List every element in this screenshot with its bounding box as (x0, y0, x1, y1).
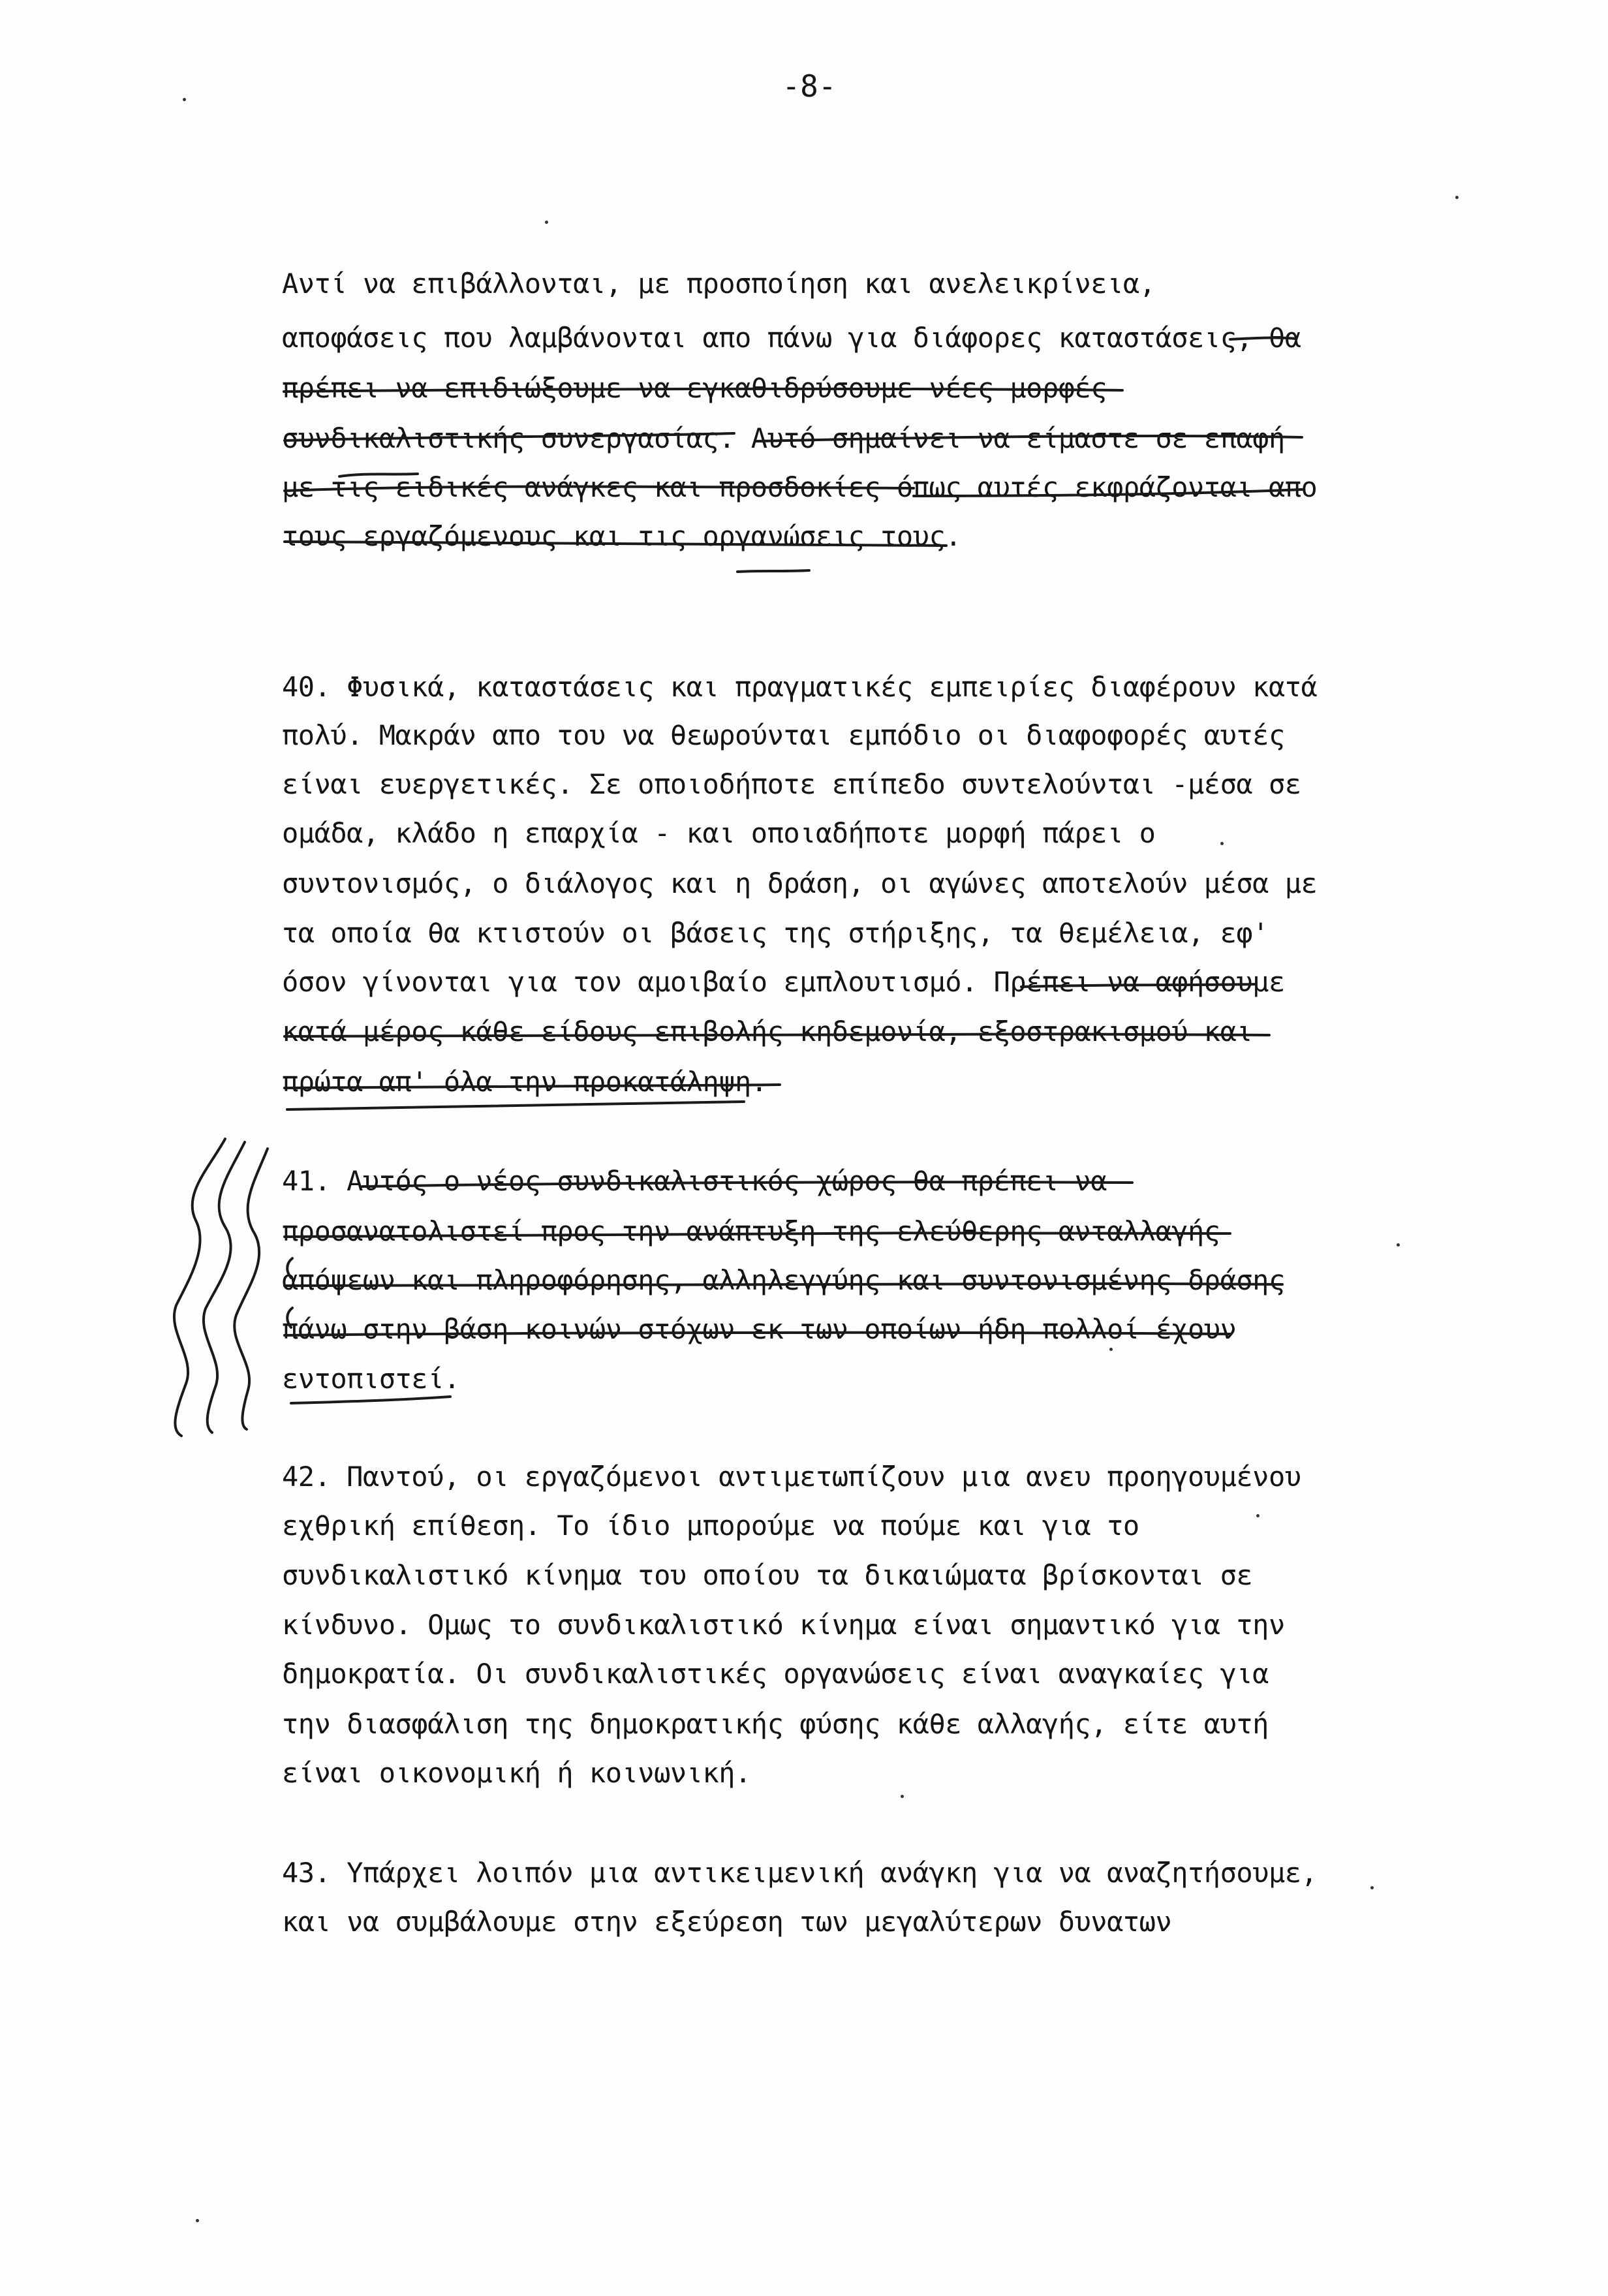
scan-speck (1370, 1886, 1374, 1889)
underline-stroke (291, 1397, 450, 1403)
underline-stroke (285, 1333, 1230, 1335)
text-line: είναι οικονομική ή κοινωνική. (282, 1757, 751, 1789)
text-line: και να συμβάλουμε στην εξεύρεση των μεγαλύτερων δυνατων (282, 1906, 1172, 1938)
underline-stroke (914, 489, 1302, 496)
text-line: απόψεων και πληροφόρησης, αλληλεγγύης και συντονισμένης δράσης (282, 1264, 1285, 1296)
underline-stroke (285, 433, 734, 441)
text-line: 43. Υπάρχει λοιπόν μια αντικειμενική ανάγκη για να αναζητήσουμε, (282, 1857, 1318, 1889)
text-line: 42. Παντού, οι εργαζόμενοι αντιμετωπίζουν μια ανευ προηγουμένου (282, 1461, 1301, 1493)
underline-stroke (757, 436, 1302, 441)
text-line: αποφάσεις που λαμβάνονται απο πάνω για διάφορες καταστάσεις, θα (282, 322, 1301, 354)
underline-stroke (1230, 337, 1295, 339)
text-line: όσον γίνονται για τον αμοιβαίο εμπλουτισμό. Πρέπει να αφήσουμε (282, 966, 1285, 998)
text-line: τα οποία θα κτιστούν οι βάσεις της στήριξης, τα θεμέλεια, εφ' (282, 917, 1269, 949)
text-line: με τις ειδικές ανάγκες και προσδοκίες όπως αυτές εκφράζονται απο (282, 471, 1318, 503)
text-line: δημοκρατία. Οι συνδικαλιστικές οργανώσεις είναι αναγκαίες για (282, 1658, 1269, 1690)
page-number: -8- (782, 69, 837, 104)
scan-speck (901, 1795, 904, 1798)
scan-speck (1109, 1348, 1113, 1351)
underline-stroke (285, 1085, 780, 1088)
scan-speck (196, 2219, 199, 2222)
bracket-stroke (287, 1308, 292, 1327)
text-line: εντοπιστεί. (282, 1363, 460, 1395)
margin-scribble (204, 1142, 245, 1433)
scan-speck (183, 98, 186, 101)
text-line: 41. Αυτός ο νέος συνδικαλιστικός χώρος θα πρέπει να (282, 1165, 1107, 1197)
underline-stroke (737, 570, 809, 572)
text-line: συνδικαλιστικής συνεργασίας. Αυτό σημαίνει να είμαστε σε επαφή (282, 422, 1285, 454)
scan-speck (1455, 196, 1459, 199)
text-line: πρέπει να επιδιώξουμε να εγκαθιδρύσουμε νέες μορφές (282, 372, 1107, 404)
underline-stroke (1021, 984, 1256, 987)
text-line: προσανατολιστεί προς την ανάπτυξη της ελεύθερης ανταλλαγής (282, 1215, 1220, 1247)
text-line: πάνω στην βάση κοινών στόχων εκ των οποίων ήδη πολλοί έχουν (282, 1313, 1237, 1345)
scan-speck (545, 221, 548, 224)
text-line: πρώτα απ' όλα την προκατάληψη. (282, 1066, 767, 1098)
text-line: τους εργαζόμενους και τις οργανώσεις τους. (282, 520, 962, 552)
margin-scribble (234, 1149, 268, 1429)
text-line: την διασφάλιση της δημοκρατικής φύσης κάθε αλλαγής, είτε αυτή (282, 1708, 1269, 1740)
scan-speck (1256, 1514, 1260, 1517)
text-line: πολύ. Μακράν απο του να θεωρούνται εμπόδιο οι διαφοφορές αυτές (282, 719, 1285, 751)
scan-speck (1220, 842, 1224, 845)
text-line: είναι ευεργετικές. Σε οποιοδήποτε επίπεδο συντελούνται -μέσα σε (282, 768, 1301, 800)
underline-stroke (285, 487, 914, 491)
text-line: Αντί να επιβάλλονται, με προσποίηση και ανελεικρίνεια, (282, 268, 1156, 300)
underline-stroke (287, 1102, 744, 1109)
text-line: συντονισμός, ο διάλογος και η δράση, οι αγώνες αποτελούν μέσα με (282, 867, 1318, 899)
underline-stroke (285, 1034, 1269, 1036)
underline-stroke (285, 542, 946, 546)
text-line: κίνδυνο. Ομως το συνδικαλιστικό κίνημα είναι σημαντικό για την (282, 1609, 1285, 1641)
scan-speck (1397, 1243, 1400, 1247)
underline-stroke (285, 1283, 1282, 1286)
text-line: εχθρική επίθεση. Το ίδιο μπορούμε να πούμε και για το (282, 1510, 1139, 1542)
text-line: συνδικαλιστικό κίνημα του οποίου τα δικαιώματα βρίσκονται σε (282, 1559, 1253, 1591)
underline-stroke (362, 1182, 1132, 1187)
underline-stroke (339, 474, 418, 476)
underline-stroke (284, 389, 1122, 392)
underline-stroke (285, 1233, 1230, 1237)
text-line: κατά μέρος κάθε είδους επιβολής κηδεμονία, εξοστρακισμού και (282, 1016, 1253, 1047)
text-line: ομάδα, κλάδο η επαρχία - και οποιαδήποτε μορφή πάρει ο (282, 817, 1156, 849)
bracket-stroke (287, 1258, 292, 1278)
text-line: 40. Φυσικά, καταστάσεις και πραγματικές εμπειρίες διαφέρουν κατά (282, 671, 1318, 703)
